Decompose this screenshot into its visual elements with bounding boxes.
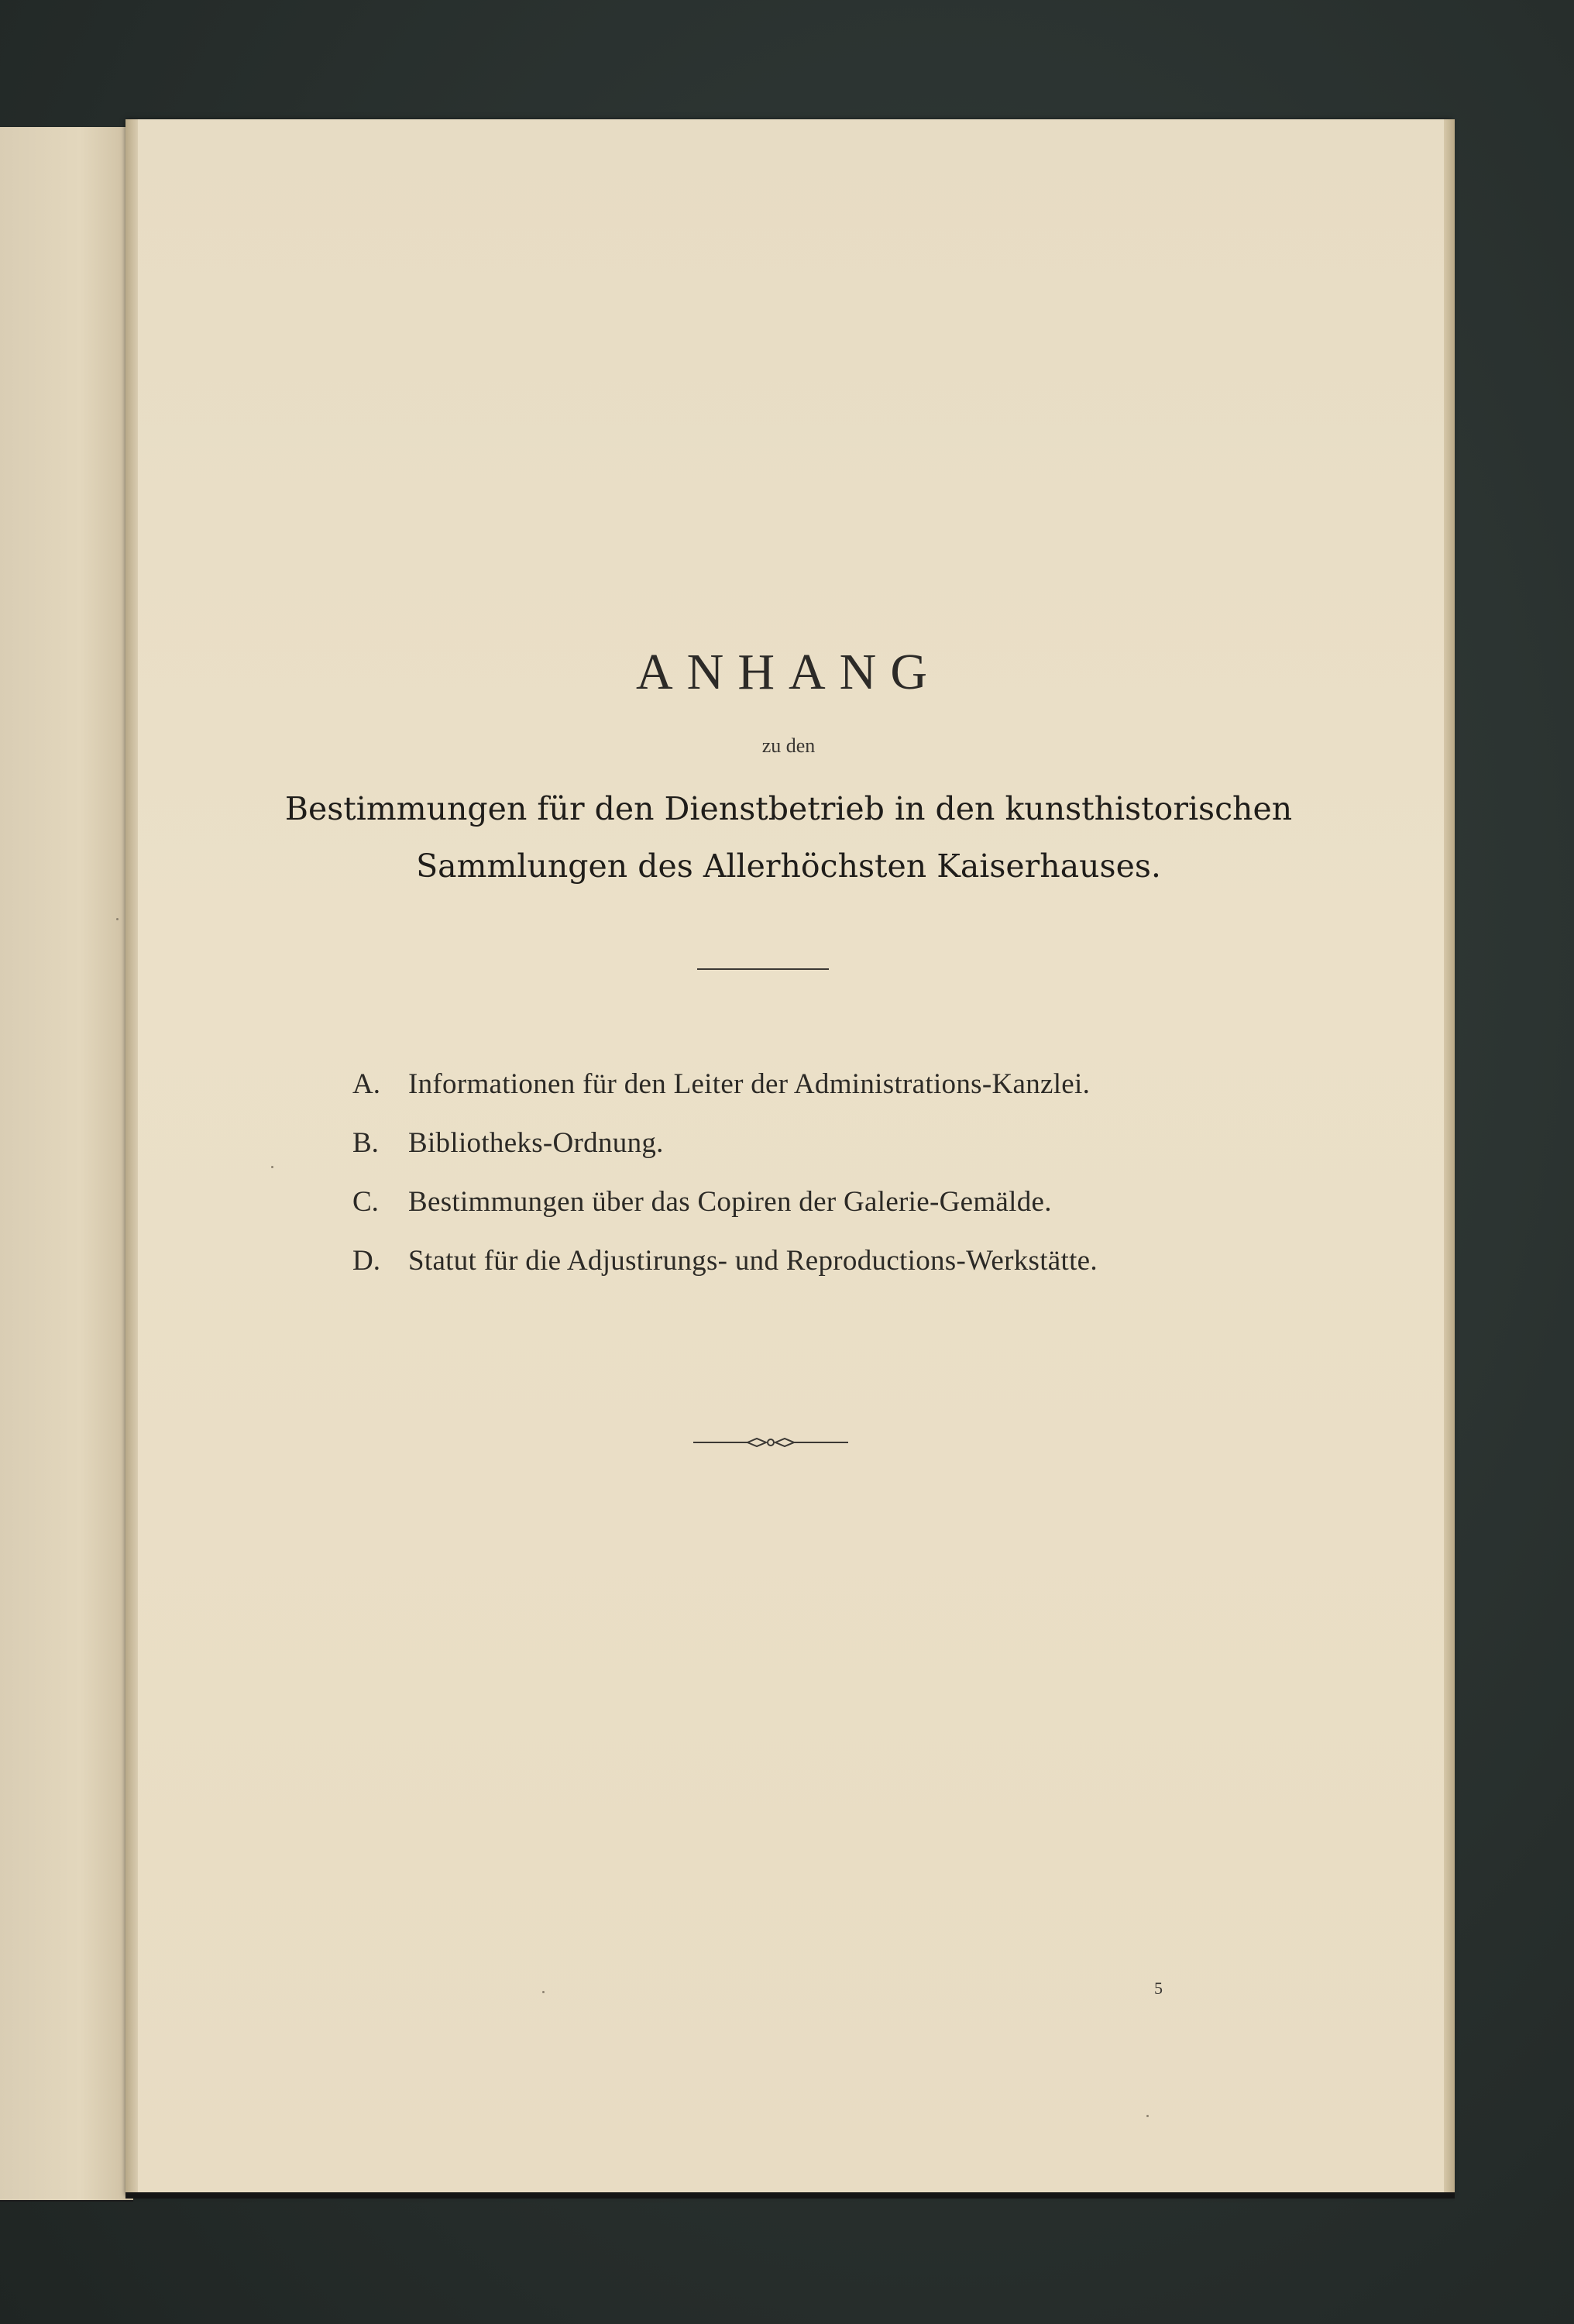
- paper-speck: [1146, 2115, 1149, 2117]
- entry-letter: D.: [352, 1245, 380, 1277]
- page-right-edge: [1444, 119, 1455, 2195]
- contents-list: [352, 1067, 1282, 1303]
- entry-letter: C.: [352, 1186, 379, 1218]
- contents-entry-d: [352, 1244, 1282, 1303]
- contents-entry-b: [352, 1126, 1282, 1185]
- paper-speck: [542, 1991, 545, 1993]
- entry-text: Informationen für den Leiter der Administrations-Kanzlei.: [408, 1068, 1091, 1100]
- heading-line-2: Sammlungen des Allerhöchsten Kaiserhauses.: [416, 847, 1161, 885]
- page-number: 5: [1154, 1978, 1163, 1998]
- divider-rule: [697, 968, 829, 970]
- page-gutter: [125, 119, 138, 2195]
- paper-speck: [271, 1166, 273, 1168]
- paper-speck: [116, 918, 119, 920]
- heading-line-1: Bestimmungen für den Dienstbetrieb in den kunsthistorischen: [284, 790, 1293, 827]
- page-title: ANHANG: [636, 644, 941, 700]
- contents-entry-c: [352, 1185, 1282, 1244]
- entry-text: Statut für die Adjustirungs- und Reproductions-Werkstätte.: [408, 1245, 1098, 1277]
- page-subtitle: zu den: [761, 734, 816, 757]
- entry-text: Bibliotheks-Ordnung.: [408, 1127, 664, 1159]
- contents-entry-a: [352, 1067, 1282, 1126]
- entry-letter: A.: [352, 1068, 380, 1100]
- divider-flourish-icon: [693, 1433, 848, 1452]
- left-page-edge: [0, 127, 133, 2202]
- entry-letter: B.: [352, 1127, 379, 1159]
- page-bottom-edge: [125, 2192, 1455, 2199]
- entry-text: Bestimmungen über das Copiren der Galerie-Gemälde.: [408, 1186, 1052, 1218]
